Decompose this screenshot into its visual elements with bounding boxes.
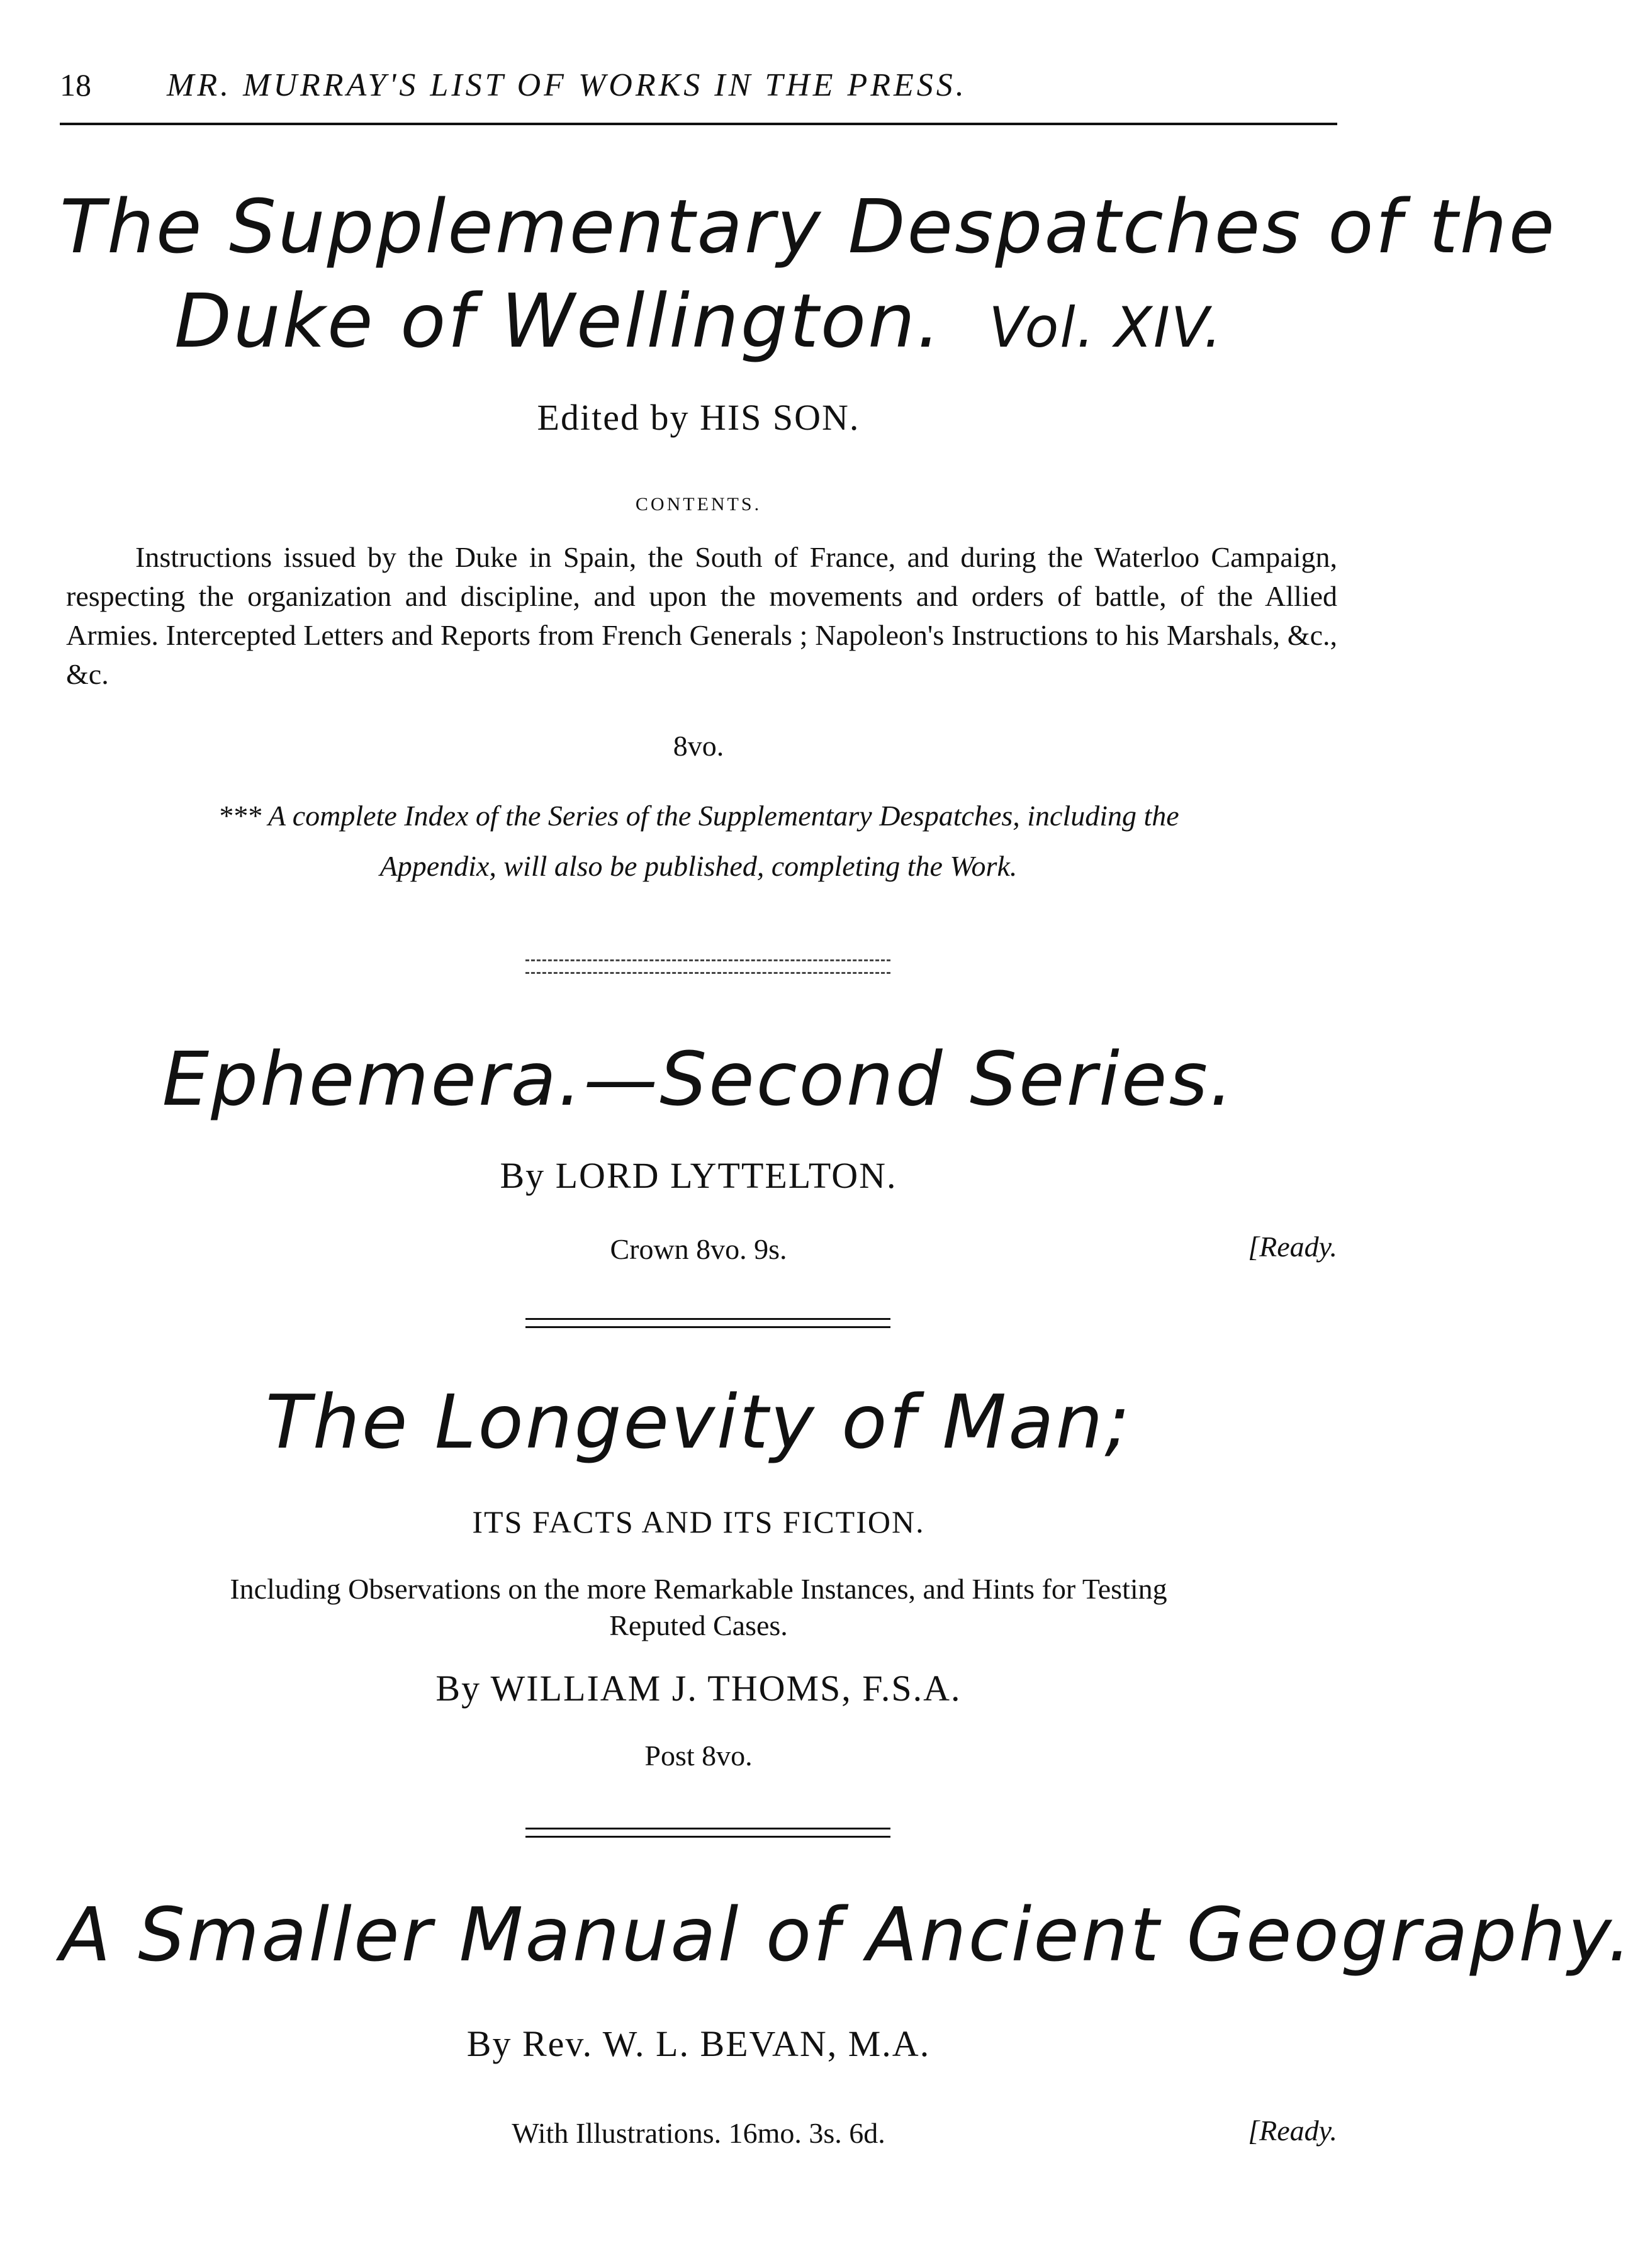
entry-1-contents-paragraph: Instructions issued by the Duke in Spain, the South of France, and during the Waterloo Campaign, respecting the organization and discipline, and upon the movements and orders of battle, of the Allied Armies. Intercepted Letters and Reports from French Generals ; Napoleon's Instructions to his Marshals, &c., &c.	[66, 541, 1337, 690]
entry-1-note-line-1: *** A complete Index of the Series of the Supplementary Despatches, including the	[218, 800, 1179, 832]
entry-1-title-line-2: Duke of Wellington.	[174, 277, 943, 364]
entry-4-author: By Rev. W. L. BEVAN, M.A.	[466, 2023, 931, 2064]
entry-1-note-line-2: Appendix, will also be published, completing the Work.	[379, 850, 1018, 882]
entry-1-editor: Edited by HIS SON.	[537, 397, 860, 438]
entry-3-title: The Longevity of Man;	[265, 1378, 1132, 1465]
entry-2-title: Ephemera.—Second Series.	[162, 1036, 1235, 1122]
entry-3-format: Post 8vo.	[644, 1740, 753, 1772]
running-title: MR. MURRAY'S LIST OF WORKS IN THE PRESS.	[167, 67, 967, 103]
page-number: 18	[60, 67, 91, 103]
entry-3-description-line-1: Including Observations on the more Remarkable Instances, and Hints for Testing	[230, 1573, 1167, 1605]
entry-3-subtitle: ITS FACTS AND ITS FICTION.	[472, 1504, 925, 1539]
entry-1-contents-label: CONTENTS.	[635, 494, 762, 515]
entry-4-title: A Smaller Manual of Ancient Geography.	[60, 1891, 1633, 1978]
section-divider-1	[525, 959, 890, 961]
entry-3-description-line-2: Reputed Cases.	[609, 1609, 788, 1641]
entry-2-author: By LORD LYTTELTON.	[500, 1155, 897, 1196]
entry-3-author: By WILLIAM J. THOMS, F.S.A.	[435, 1668, 962, 1709]
entry-2-status: [Ready.	[1248, 1231, 1337, 1263]
entry-1-volume: Vol. XIV.	[989, 295, 1223, 360]
entry-4-status: [Ready.	[1248, 2114, 1337, 2147]
section-divider-2	[525, 1318, 890, 1328]
entry-1-title-line-1: The Supplementary Despatches of the	[60, 183, 1557, 270]
entry-1-format: 8vo.	[673, 730, 724, 762]
entry-2-format: Crown 8vo. 9s.	[610, 1233, 787, 1265]
section-divider-3	[525, 1828, 890, 1838]
header-rule	[60, 123, 1337, 125]
entry-1-contents-text	[66, 538, 1337, 694]
entry-1-title-line-2-row	[60, 274, 1337, 368]
section-divider-1b	[525, 972, 890, 974]
entry-4-format: With Illustrations. 16mo. 3s. 6d.	[512, 2117, 885, 2149]
running-header	[60, 63, 1337, 107]
